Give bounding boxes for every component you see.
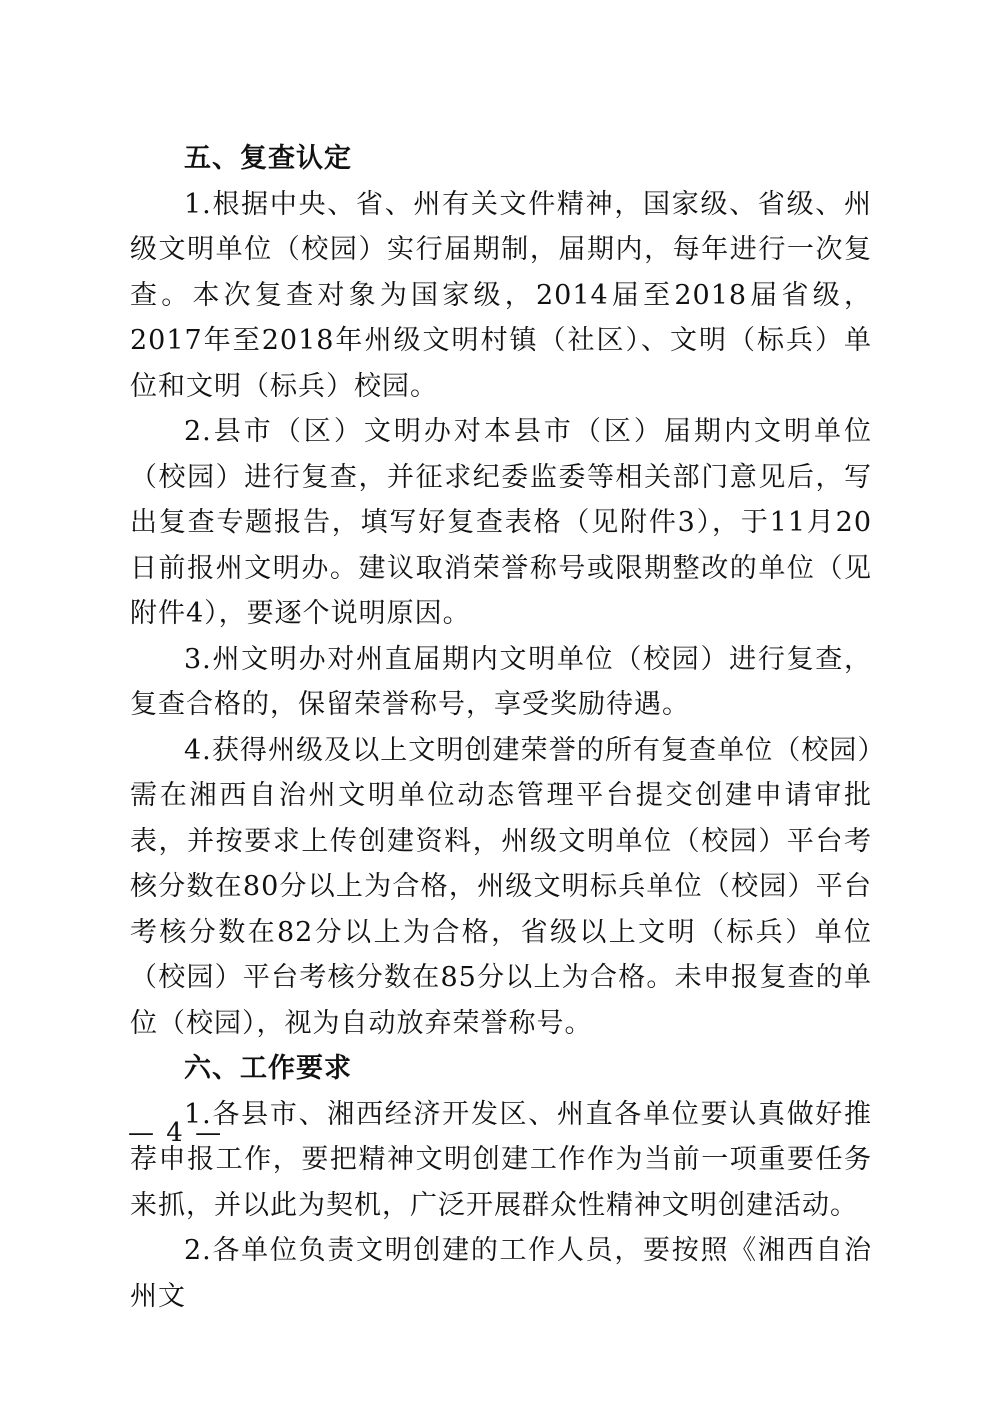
page-number: — 4 — xyxy=(128,1118,224,1148)
document-body xyxy=(130,136,872,1319)
paragraph: 3.州文明办对州直届期内文明单位（校园）进行复查，复查合格的，保留荣誉称号，享受奖励待遇。 xyxy=(130,643,872,720)
paragraph: 4.获得州级及以上文明创建荣誉的所有复查单位（校园）需在湘西自治州文明单位动态管理平台提交创建申请审批表，并按要求上传创建资料，州级文明单位（校园）平台考核分数在80分以上为合格，州级文明标兵单位（校园）平台考核分数在82分以上为合格，省级以上文明（标兵）单位（校园）平台考核分数在85分以上为合格。未申报复查的单位（校园），视为自动放弃荣誉称号。 xyxy=(130,734,872,1039)
paragraph: 1.各县市、湘西经济开发区、州直各单位要认真做好推荐申报工作，要把精神文明创建工作作为当前一项重要任务来抓，并以此为契机，广泛开展群众性精神文明创建活动。 xyxy=(130,1098,872,1221)
paragraph: 2.县市（区）文明办对本县市（区）届期内文明单位（校园）进行复查，并征求纪委监委等相关部门意见后，写出复查专题报告，填写好复查表格（见附件3），于11月20日前报州文明办。建议取消荣誉称号或限期整改的单位（见附件4），要逐个说明原因。 xyxy=(130,416,872,629)
section-heading: 五、复查认定 xyxy=(184,143,352,174)
paragraph: 2.各单位负责文明创建的工作人员，要按照《湘西自治州文 xyxy=(130,1235,872,1312)
paragraph: 1.根据中央、省、州有关文件精神，国家级、省级、州级文明单位（校园）实行届期制，届期内，每年进行一次复查。本次复查对象为国家级，2014届至2018届省级，2017年至2018年州级文明村镇（社区）、文明（标兵）单位和文明（标兵）校园。 xyxy=(130,188,872,402)
section-heading: 六、工作要求 xyxy=(184,1053,352,1084)
